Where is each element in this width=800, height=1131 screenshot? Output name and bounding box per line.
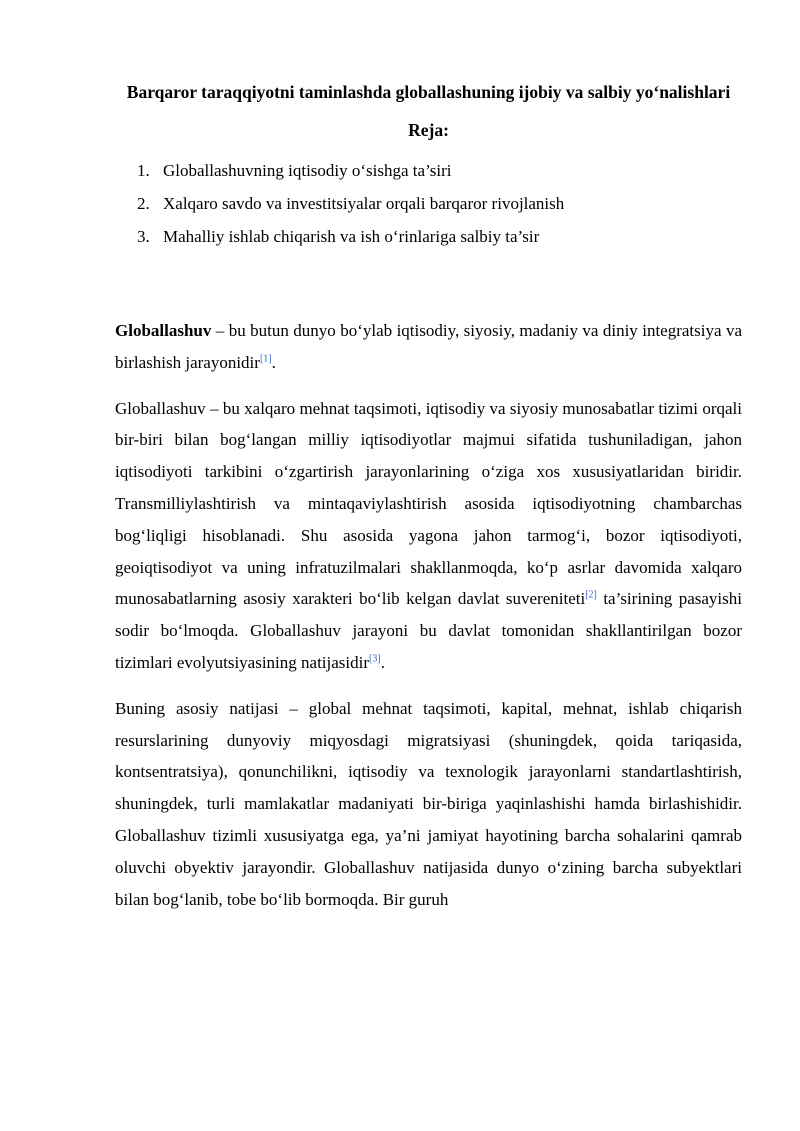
plan-item: 2. Xalqaro savdo va investitsiyalar orqali barqaror rivojlanish [137, 194, 565, 213]
paragraph-results: Buning asosiy natijasi – global mehnat taqsimoti, kapital, mehnat, ishlab chiqarish resurslarining dunyoviy miqyosdagi migratsiyasi (shuningdek, qoida tariqasida, kontsentratsiya), qonunchilikni, iqtisodiy va texnologik jarayonlarni standartlashtirish, shuningdek, turli mamlakatlar madaniyati bir-biriga yaqinlashishi hamda birlashishidir. Globallashuv tizimli xususiyatga ega, ya’ni jamiyat hayotining barcha sohalarini qamrab oluvchi obyektiv jarayondir. Globallashuv natijasida dunyo o‘zining barcha subyektlari bilan bog‘lanib, tobe bo‘lib bormoqda. Bir guruh [115, 698, 742, 909]
plan-list [115, 154, 742, 253]
footnote-link-3[interactable]: [3] [369, 653, 381, 665]
plan-heading: Reja: [408, 120, 449, 140]
term-globallashuv: Globallashuv [115, 321, 212, 340]
section-spacer [115, 253, 742, 315]
footnote-link-1[interactable]: [1] [259, 353, 272, 365]
paragraph-definition: Globallashuv – bu butun dunyo bo‘ylab iqtisodiy, siyosiy, madaniy va diniy integratsiya va birlashish jarayonidir[1]. [115, 321, 742, 372]
paragraph-explanation: Globallashuv – bu xalqaro mehnat taqsimoti, iqtisodiy va siyosiy munosabatlar tizimi orqali bir-biri bilan bog‘langan milliy iqtisodiyotlar majmui sifatida tushuniladigan, jahon iqtisodiyoti tarkibini o‘zgartirish jarayonlarining o‘ziga xos xususiyatlaridan biridir. Transmilliylashtirish va mintaqaviylashtirish asosida iqtisodiyotning chambarchas bog‘liqligi hisoblanadi. Shu asosida yagona jahon tarmog‘i, bozor iqtisodiyoti, geoiqtisodiyot va uning infratuzilmalari shakllanmoqda, ko‘p asrlar davomida xalqaro munosabatlarning asosiy xarakteri bo‘lib kelgan davlat suvereniteti[2] ta’sirining pasayishi sodir bo‘lmoqda. Globallashuv jarayoni bu davlat tomonidan shakllantirilgan bozor tizimlari evolyutsiyasining natijasidir[3]. [115, 398, 742, 672]
document-title: Barqaror taraqqiyotni taminlashda globallashuning ijobiy va salbiy yo‘nalishlari [126, 82, 731, 102]
footnote-link-2[interactable]: [2] [585, 589, 597, 601]
plan-item: 1. Globallashuvning iqtisodiy o‘sishga ta’siri [137, 161, 452, 180]
plan-item: 3. Mahalliy ishlab chiqarish va ish o‘rinlariga salbiy ta’sir [137, 227, 540, 246]
